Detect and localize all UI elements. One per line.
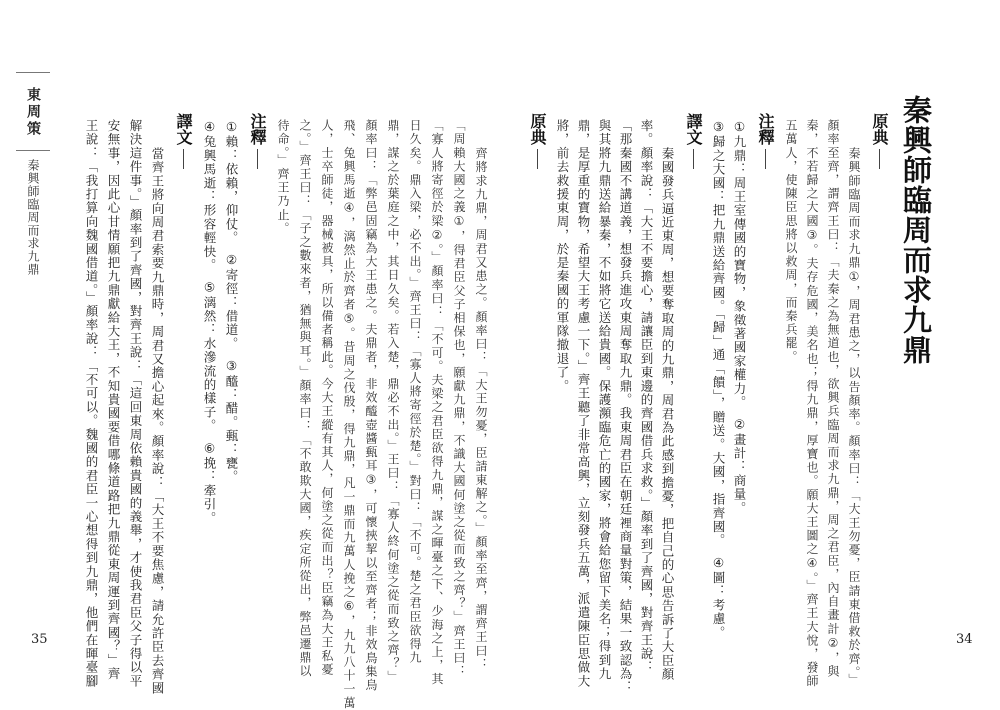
divider: [537, 149, 538, 169]
heading-label: 原典: [528, 113, 547, 145]
text-column: 王說：「我打算向魏國借道。」顏率說：「不可以。魏國的君臣一心想得到九鼎，他們在暉臺腳: [84, 119, 99, 689]
text-column: 與其將九鼎送給暴秦，不如將它送給貴國。保護瀕臨危亡的國家，將會給您留下美名；得到九: [597, 119, 612, 681]
section-heading-notes: [750, 95, 780, 600]
text-column: 齊將求九鼎，周君又患之。顏率曰：「大王勿憂，臣請東解之。」顏率至齊，謂齊王曰：: [474, 147, 488, 672]
text-column: 鼎，是厚重的寶物，希望大王考慮一下。」齊王聽了非常高興，立刻發兵五萬，派遣陳臣思做大: [576, 119, 591, 689]
right-page: [522, 95, 938, 695]
divider: [765, 149, 766, 169]
text-column: 顏率曰：「弊邑固竊為大王患之。夫鼎者，非效醯壺醬甀耳③，可懷挾挈以至齊者；非效鳥集烏: [364, 119, 378, 693]
page-number-right: 34: [956, 632, 973, 647]
text-column: 「周賴大國之義①，得君臣父子相保也，願獻九鼎，不識大國何塗之從而致之齊？」齊王曰：: [452, 119, 466, 679]
text-column: 當齊王將向周君索要九鼎時，周君又擔心起來。顏率說：「大王不要焦慮，請允許臣去齊國: [150, 147, 165, 695]
heading-label: 譯文: [684, 113, 703, 145]
text-column: 飛、兔興馬逝④，漓然止於齊者⑤。昔周之伐殷，得九鼎，凡一鼎而九萬人挽之⑥，九九八十一萬: [342, 119, 356, 710]
article-title: 秦興師臨周而求九鼎: [26, 159, 40, 276]
text-column: 人，士卒師徒，器械被具，所以備者稱此。今大王縱有其人，何塗之從而出？臣竊為大王私憂: [320, 119, 334, 677]
chapter-title: 東周策: [25, 87, 41, 138]
text-column: ③歸之大國：把九鼎送給齊國。「歸」通「饋」，贈送。大國，指齊國。 ④圖：考慮。: [711, 119, 726, 640]
text-column: 鼎，謀之於葉庭之中，其日久矣。若入楚，鼎必不出。」王曰：「寡人終何塗之從而致之齊？」: [386, 119, 400, 685]
text-column: 安無事，因此心甘情願把九鼎獻給大王，不知貴國要借哪條道路把九鼎從東周運到齊國？」齊: [106, 119, 121, 681]
translation-text: [80, 95, 168, 695]
text-column: 之。」齊王曰：「子之數來者，猶無與耳。」顏率曰：「不敢欺大國，疾定所從出，弊邑遷鼎以: [298, 119, 312, 679]
text-column: ①九鼎：周王室傳國的寶物，象徵著國家權力。 ②畫計：商量。: [732, 119, 747, 516]
running-head: [16, 72, 50, 276]
article-heading: 秦興師臨周而求九鼎: [899, 95, 933, 365]
section-heading-source: [864, 95, 894, 600]
source-text: [272, 95, 492, 710]
heading-label: 原典: [870, 113, 889, 145]
text-column: 日久矣。鼎入梁，必不出。」齊王曰：「寡人將寄徑於楚。」對曰：「不可。楚之君臣欲得九: [408, 119, 422, 665]
page-number-left: 35: [31, 632, 48, 647]
heading-label: 注釋: [756, 113, 775, 145]
source-text: [780, 95, 864, 689]
section-heading-notes: [242, 95, 272, 600]
text-column: 「寡人將寄徑於梁②。」顏率曰：「不可。夫梁之君臣欲得九鼎，謀之暉臺之下、少海之上，其: [430, 119, 444, 687]
text-column: 顏率至齊，謂齊王曰：「夫秦之為無道也，欲興兵臨周而求九鼎，周之君臣，內自畫計②，與: [826, 119, 840, 679]
section-heading-translation: [678, 95, 708, 600]
text-column: ①賴：依賴，仰仗。 ②寄徑：借道。 ③醯：醋。甀：甕。: [224, 119, 239, 484]
notes-text: [198, 95, 242, 600]
text-column: 待命。」齊王乃止。: [276, 119, 290, 236]
text-column: 率。顏率說：「大王不要擔心，請讓臣到東邊的齊國借兵求救。」顏率到了齊國，對齊王說：: [639, 119, 654, 675]
divider: [879, 149, 880, 169]
text-column: 解決這件事。」顏率到了齊國，對齊王說：「這回東周依賴貴國的義舉，才使我君臣父子得以平: [128, 119, 143, 689]
divider: [257, 149, 258, 169]
left-page: [80, 95, 492, 710]
heading-label: 譯文: [174, 113, 193, 145]
section-heading-translation: [168, 95, 198, 600]
translation-text: [552, 95, 678, 695]
divider: [183, 149, 184, 169]
text-column: ④兔興馬逝：形容輕快。 ⑤漓然：水滲流的樣子。 ⑥挽：牽引。: [202, 119, 217, 525]
text-column: 秦興師臨周而求九鼎①，周君患之，以告顏率。顏率曰：「大王勿憂，臣請東借救於齊。」: [847, 147, 861, 687]
notes-text: [708, 95, 750, 640]
text-column: 秦國發兵逼近東周，想要奪取周的九鼎，周君為此感到擔憂，把自己的心思告訴了大臣顏: [660, 147, 675, 682]
text-column: 將，前去救援東周，於是秦國的軍隊撤退了。: [555, 119, 570, 393]
text-column: 「那秦國不講道義，想發兵進攻東周奪取九鼎。我東周君臣在朝廷裡商量對策，結果一致認為：: [618, 119, 633, 695]
divider: [693, 149, 694, 169]
heading-label: 注釋: [248, 113, 267, 145]
text-column: 秦，不若歸之大國③。夫存危國，美名也；得九鼎，厚寶也。願大王圖之④。」齊王大悅，發師: [805, 119, 819, 689]
text-column: 五萬人，使陳臣思將以救周，而秦兵罷。: [784, 119, 798, 364]
section-heading-source-next: [522, 95, 552, 600]
